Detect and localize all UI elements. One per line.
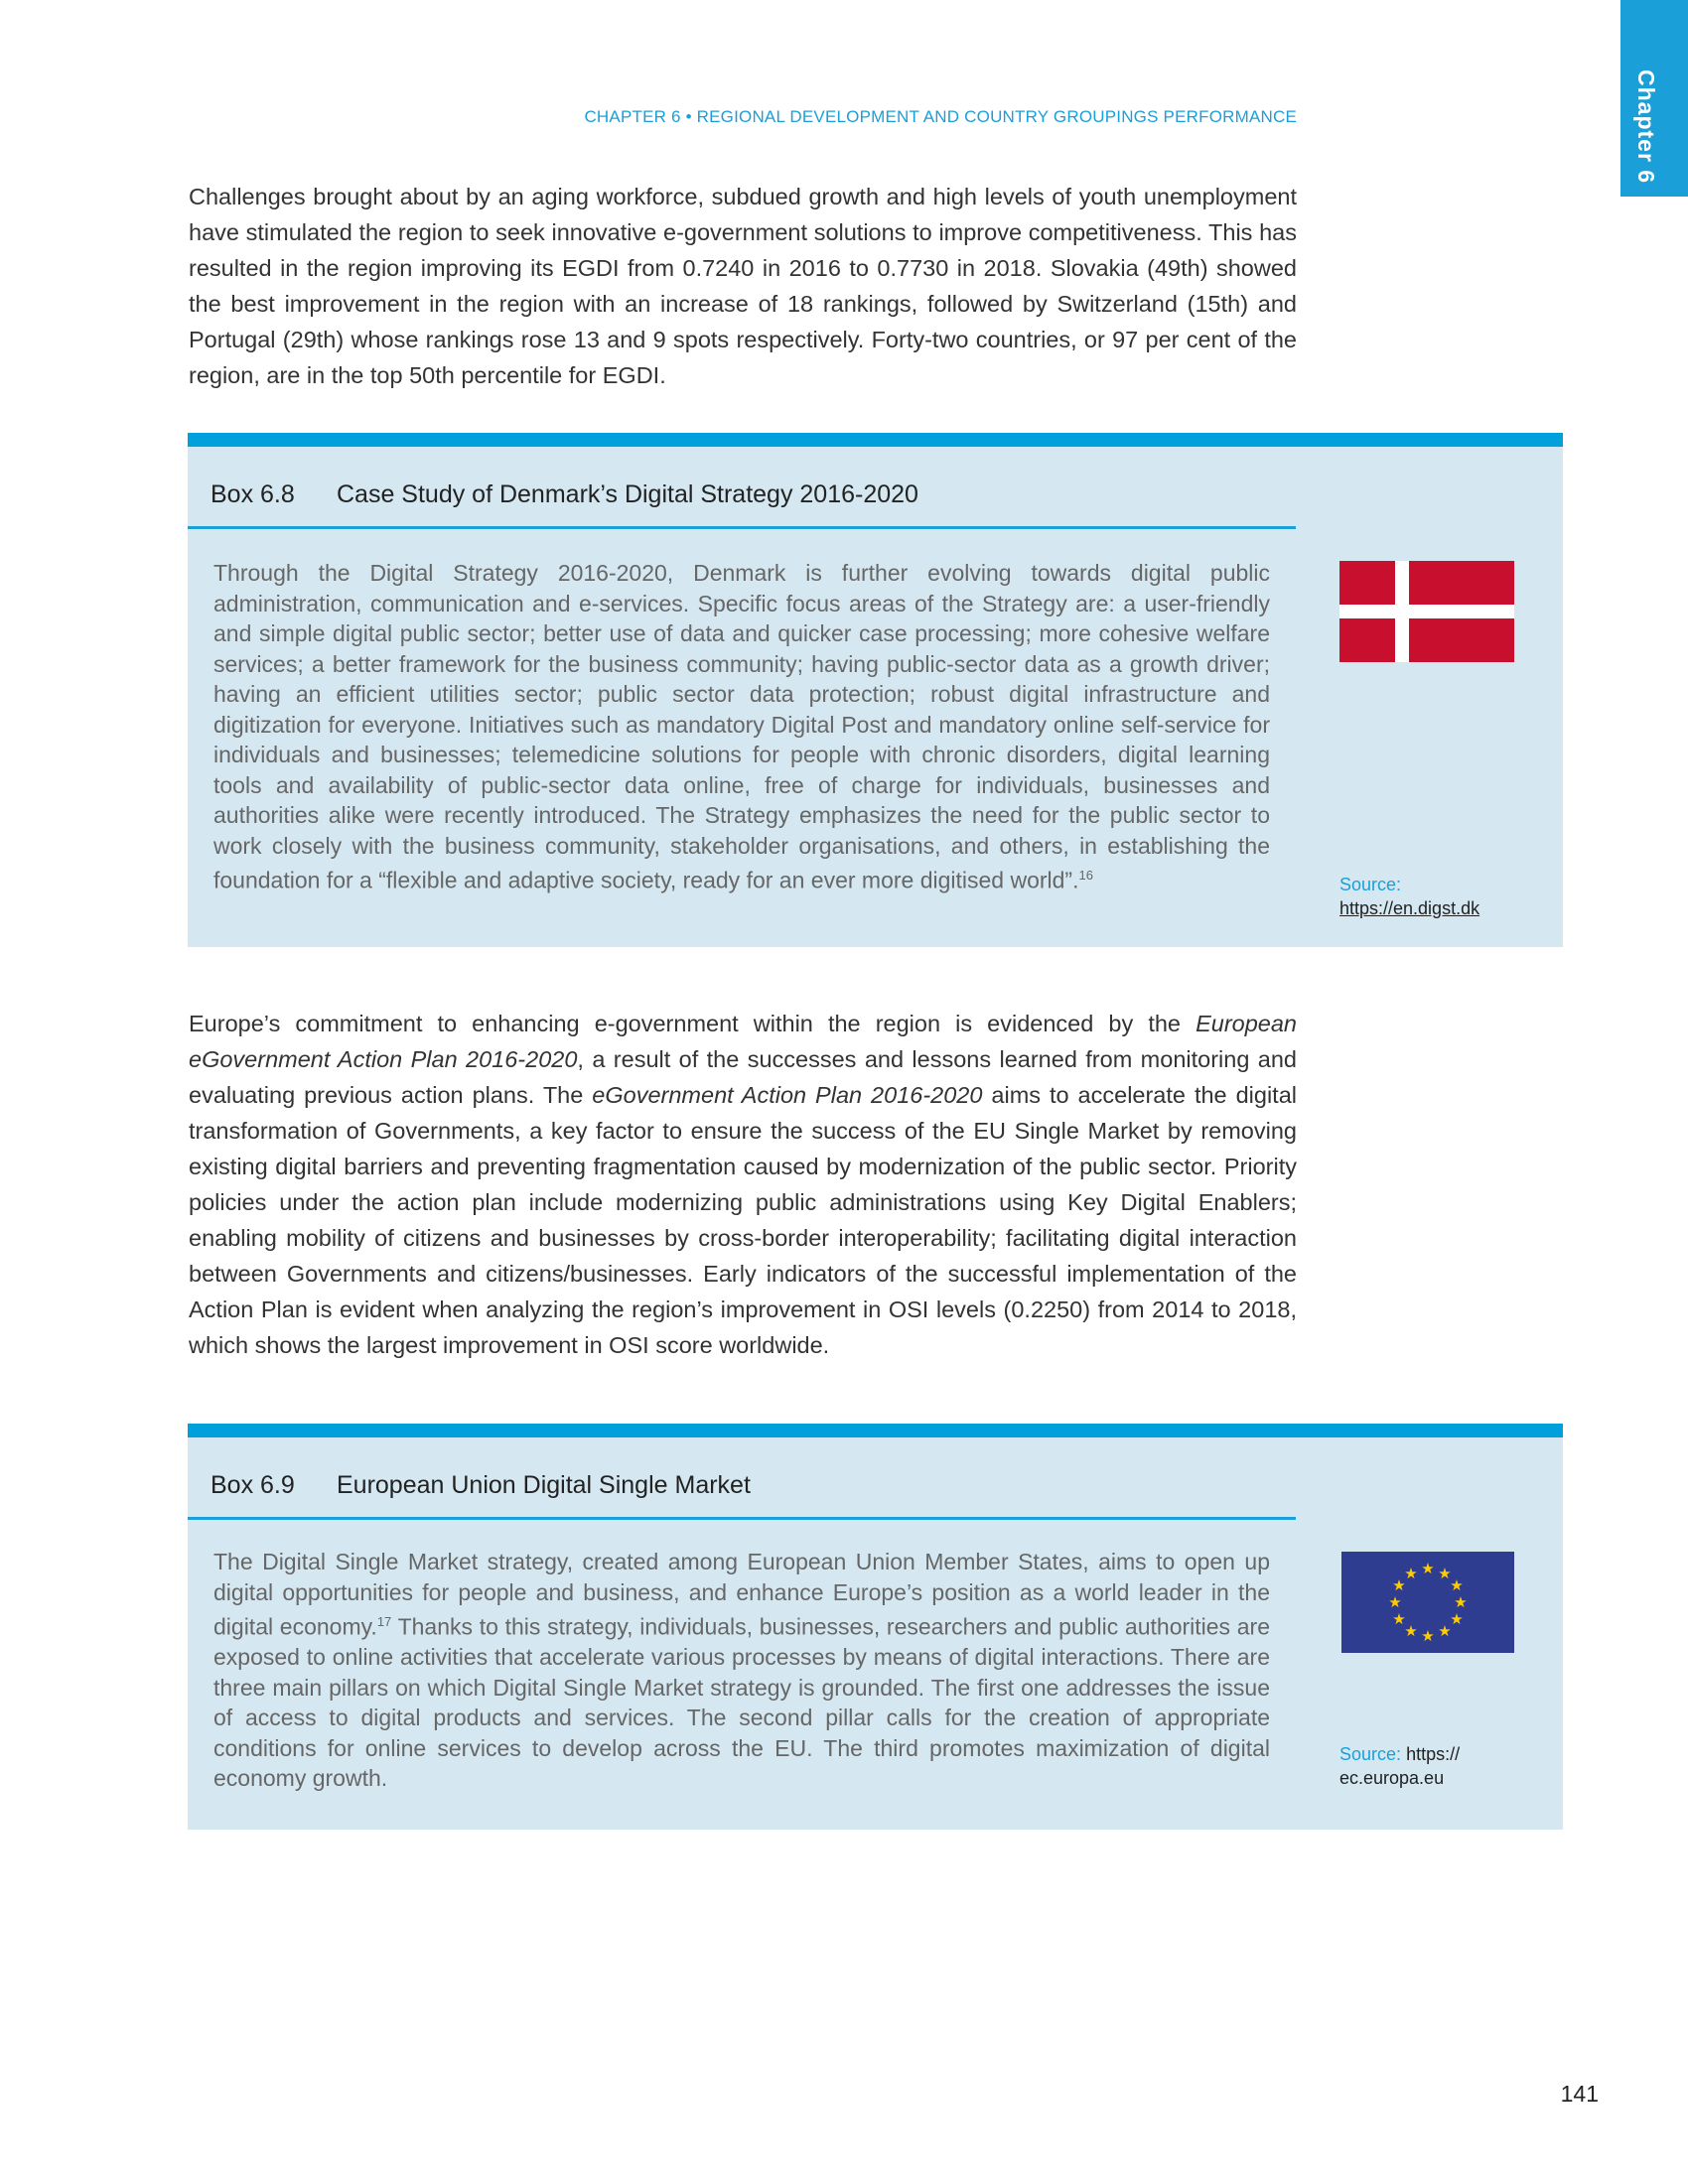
europe-paragraph	[189, 1006, 1297, 1363]
eu-flag-icon	[1341, 1552, 1514, 1653]
box-label: Box 6.9	[211, 1471, 295, 1499]
europe-italic-2: eGovernment Action Plan 2016-2020	[592, 1082, 983, 1108]
flag-cross-horizontal	[1339, 605, 1514, 618]
box-eu-digital-single-market	[188, 1424, 1563, 1830]
eu-stars-icon	[1341, 1552, 1514, 1653]
box-body-text	[213, 558, 1270, 895]
svg-text:★: ★	[1450, 1576, 1464, 1594]
box-body-main: Through the Digital Strategy 2016-2020, Denmark is further evolving towards digital public administration, communication and e-services. Specific focus areas of the Strategy are: a user-friendly and simple digital public sector; better use of data and quicker case processing; more cohesive welfare services; a better framework for the business community; having public-sector data as a growth driver; having an efficient utilities sector; public sector data protection; robust digital infrastructure and digitization for everyone. Initiatives such as mandatory Digital Post and mandatory online self-service for individuals and businesses; telemedicine solutions for people with chronic disorders, digital learning tools and availability of public-sector data online, free of charge for individuals, businesses and authorities alike were recently introduced. The Strategy emphasizes the need for the public sector to work closely with the business community, stakeholder organisations, and others, in establishing the foundation for a “flexible and adaptive society, ready for an ever more digitised world”.	[213, 560, 1270, 893]
footnote-ref: 16	[1078, 868, 1093, 883]
chapter-tab	[1620, 0, 1688, 197]
source-link[interactable]: https://en.digst.dk	[1339, 898, 1480, 918]
svg-text:★: ★	[1404, 1622, 1418, 1640]
europe-italic-1: European eGovernment Action Plan 2016-2020	[189, 1011, 1297, 1072]
box-title: Case Study of Denmark’s Digital Strategy 2016-2020	[337, 480, 918, 508]
box-label: Box 6.8	[211, 480, 295, 508]
svg-text:★: ★	[1421, 1627, 1435, 1645]
europe-text-3: aims to accelerate the digital transformation of Governments, a key factor to ensure the success of the EU Single Market by removing existing digital barriers and preventing fragmentation caused by modernization of the public sector. Priority policies under the action plan include modernizing public administrations using Key Digital Enablers; enabling mobility of citizens and businesses by cross-border interoperability; facilitating digital interaction between Governments and citizens/businesses. Early indicators of the successful implementation of the Action Plan is evident when analyzing the region’s improvement in OSI levels (0.2250) from 2014 to 2018, which shows the largest improvement in OSI score worldwide.	[189, 1082, 1297, 1358]
box-header	[188, 1457, 1296, 1520]
running-head: CHAPTER 6 • REGIONAL DEVELOPMENT AND COUNTRY GROUPINGS PERFORMANCE	[584, 107, 1297, 126]
svg-text:★: ★	[1388, 1593, 1402, 1611]
svg-text:★: ★	[1392, 1576, 1406, 1594]
page-number: 141	[1560, 2081, 1599, 2107]
box-denmark-strategy	[188, 433, 1563, 947]
svg-text:★: ★	[1392, 1610, 1406, 1628]
source-line-1	[1339, 1742, 1538, 1766]
box-body-main: The Digital Single Market strategy, created among European Union Member States, aims to open up digital opportunities for people and business, and enhance Europe’s position as a world leader in the digital economy.	[213, 1549, 1270, 1640]
europe-text-2: , a result of the successes and lessons learned from monitoring and evaluating previous action plans. The	[189, 1046, 1297, 1108]
chapter-tab-label: Chapter 6	[1633, 69, 1659, 185]
source-label: Source:	[1339, 875, 1402, 894]
svg-text:★: ★	[1450, 1610, 1464, 1628]
footnote-ref: 17	[376, 1614, 392, 1629]
svg-text:★: ★	[1454, 1593, 1468, 1611]
box-body-rest: Thanks to this strategy, individuals, businesses, researchers and public authorities are exposed to online activities that accelerate various processes by means of digital interactions. There are three main pillars on which Digital Single Market strategy is grounded. The first one addresses the issue of access to digital products and services. The second pillar calls for the creation of appropriate conditions for online services to develop across the EU. The third promotes maximization of digital economy growth.	[213, 1613, 1270, 1792]
source-note	[1339, 1742, 1538, 1790]
source-note	[1339, 873, 1538, 920]
box-title: European Union Digital Single Market	[337, 1471, 751, 1499]
europe-text-1: Europe’s commitment to enhancing e-government within the region is evidenced by the	[189, 1011, 1196, 1036]
source-label: Source:	[1339, 1744, 1402, 1764]
source-link-part-2[interactable]: ec.europa.eu	[1339, 1768, 1445, 1788]
denmark-flag-icon	[1339, 561, 1514, 662]
box-header	[188, 467, 1296, 529]
svg-text:★: ★	[1438, 1622, 1452, 1640]
svg-text:★: ★	[1421, 1560, 1435, 1577]
svg-text:★: ★	[1404, 1565, 1418, 1582]
svg-text:★: ★	[1438, 1565, 1452, 1582]
source-link-part-1[interactable]: https://	[1406, 1744, 1461, 1764]
box-body-text	[213, 1547, 1270, 1794]
intro-paragraph: Challenges brought about by an aging workforce, subdued growth and high levels of youth unemployment have stimulated the region to seek innovative e-government solutions to improve competitiveness. This has resulted in the region improving its EGDI from 0.7240 in 2016 to 0.7730 in 2018. Slovakia (49th) showed the best improvement in the region with an increase of 18 rankings, followed by Switzerland (15th) and Portugal (29th) whose rankings rose 13 and 9 spots respectively. Forty-two countries, or 97 per cent of the region, are in the top 50th percentile for EGDI.	[189, 184, 1297, 388]
